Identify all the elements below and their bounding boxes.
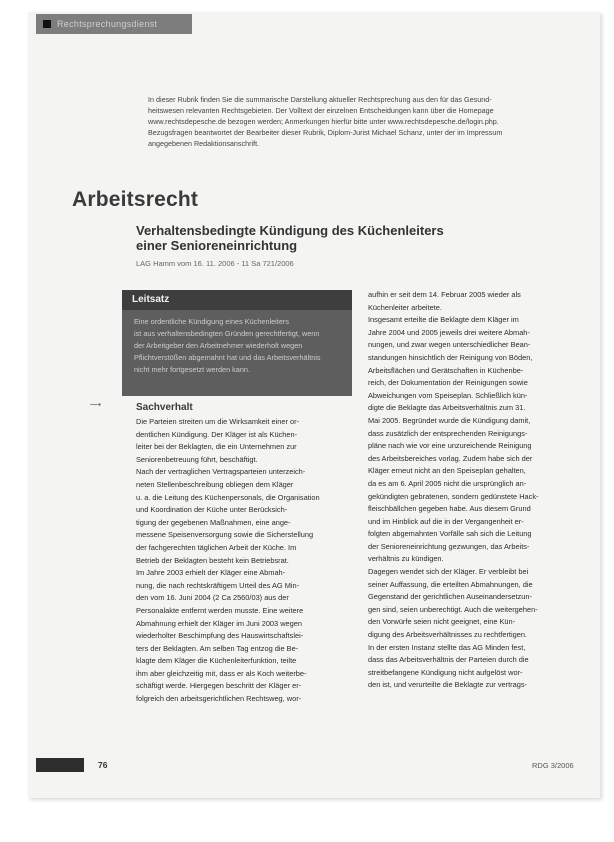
text-line: des Arbeitsbereiches vorlag. Zudem habe sich der: [368, 453, 533, 463]
left-column-text: [136, 416, 354, 706]
text-line: ihm aber gleichzeitig mit, dass er als Koch weiterbe-: [136, 668, 307, 678]
text-line: In der ersten Instanz stellte das AG Minden fest,: [368, 642, 526, 652]
text-line: streitbefangene Kündigung nicht aufgelöst wor-: [368, 667, 523, 677]
right-column: [368, 289, 584, 692]
text-line: den vom 16. Juni 2004 (2 Ca 2560/03) aus der: [136, 593, 289, 603]
text-line: Gegenstand der gerichtlichen Auseinandersetzun-: [368, 592, 532, 602]
text-line: tigung der gegebenen Maßnahmen, eine ange-: [136, 517, 291, 527]
intro-line: www.rechtsdepesche.de bezogen werden; Anmerkungen hierfür bitte unter www.rechtsdepesche.de/login.php.: [148, 117, 499, 126]
right-column-text: [368, 289, 584, 692]
article-title: [136, 223, 576, 253]
text-line: Personalakte entfernt werden musste. Eine weitere: [136, 605, 304, 615]
sachverhalt-heading: Sachverhalt: [136, 402, 193, 413]
text-line: Im Jahre 2003 erhielt der Kläger eine Abmah-: [136, 568, 286, 578]
left-column: [136, 402, 354, 706]
text-line: standungen hinsichtlich der Reinigung von Böden,: [368, 352, 533, 362]
text-line: Dagegen wendet sich der Kläger. Er verbleibt bei: [368, 567, 529, 577]
margin-mark-icon: ⁓▪: [90, 400, 101, 409]
leitsatz-line: nicht mehr fortgesetzt werden kann.: [134, 365, 250, 374]
intro-paragraph: [148, 94, 580, 149]
leitsatz-line: ist aus verhaltensbedingten Gründen gerechtfertigt, wenn: [134, 329, 320, 338]
leitsatz-line: der Arbeitgeber den Arbeitnehmer wiederholt wegen: [134, 341, 303, 350]
text-line: Abmahnung erhielt der Kläger im Juni 2003 wegen: [136, 618, 302, 628]
text-line: folgreich den arbeitsgerichtlichen Rechtsweg, wor-: [136, 694, 302, 704]
text-line: nung, die nach rechtskräftigem Urteil des AG Min-: [136, 580, 300, 590]
text-line: klagte dem Kläger die Küchenleiterfunktion, teilte: [136, 656, 297, 666]
leitsatz-line: Pflichtverstößen abgemahnt hat und das Arbeitsverhältnis: [134, 353, 321, 362]
text-line: der Senioreneinrichtung gezwungen, das Arbeits-: [368, 541, 530, 551]
leitsatz-text: [134, 316, 344, 376]
footer-bar: [36, 758, 84, 772]
text-line: Seniorenbetreuung führt, beschäftigt.: [136, 454, 258, 464]
page-number: 76: [98, 760, 108, 770]
square-bullet-icon: [43, 20, 51, 28]
text-line: ters der Beklagten. Am selben Tag entzog die Be-: [136, 643, 299, 653]
intro-line: Bezugsfragen beantwortet der Bearbeiter dieser Rubrik, Diplom-Jurist Michael Schanz, unter der im Impressum: [148, 128, 503, 137]
text-line: Nach der vertraglichen Vertragsparteien unterzeich-: [136, 467, 306, 477]
text-line: den ist, und verurteilte die Beklagte zur vertrags-: [368, 680, 527, 690]
text-line: wiederholter Beschimpfung des Hauswirtschaftslei-: [136, 631, 304, 641]
text-line: und im Hinblick auf die in der Vergangenheit er-: [368, 516, 524, 526]
text-line: Arbeitsflächen und Gerätschaften in Küchenbe-: [368, 365, 524, 375]
text-line: Küchenleiter arbeitete.: [368, 302, 442, 312]
text-line: Die Parteien streiten um die Wirksamkeit einer or-: [136, 417, 300, 426]
text-line: aufhin er seit dem 14. Februar 2005 wieder als: [368, 290, 521, 299]
text-line: digte die Beklagte das Arbeitsverhältnis zum 31.: [368, 403, 526, 413]
text-line: reich, der Dokumentation der Reinigungen sowie: [368, 378, 528, 388]
text-line: und Koordination der Küche unter Berücksich-: [136, 505, 288, 515]
intro-line: angegebenen Redaktionsanschrift.: [148, 139, 260, 148]
text-line: Mai 2005. Begründet wurde die Kündigung damit,: [368, 415, 531, 425]
text-line: folgten abgemahnten Vorfälle sah sich die Leitung: [368, 529, 532, 539]
text-line: u. a. die Leitung des Küchenpersonals, die Organisation: [136, 492, 320, 502]
text-line: da es am 6. April 2005 nicht die ursprünglich an-: [368, 478, 527, 488]
leitsatz-line: Eine ordentliche Kündigung eines Küchenleiters: [134, 317, 289, 326]
court-reference: LAG Hamm vom 16. 11. 2006 - 11 Sa 721/2006: [136, 259, 294, 268]
text-line: dentlichen Kündigung. Der Kläger ist als Küchen-: [136, 429, 298, 439]
intro-line: In dieser Rubrik finden Sie die summarische Darstellung aktueller Rechtsprechung aus den für das Gesund-: [148, 95, 492, 104]
text-line: Kläger erneut nicht an den Speiseplan gehalten,: [368, 466, 526, 476]
text-line: neten Stellenbeschreibung obliegen dem Kläger: [136, 479, 294, 489]
text-line: nungen, und zwar wegen unterschiedlicher Bean-: [368, 340, 531, 350]
text-line: seiner Auffassung, die erteilten Abmahnungen, die: [368, 579, 533, 589]
text-line: gen sind, seien unberechtigt. Auch die weitergehen-: [368, 604, 538, 614]
text-line: fleischbällchen gegeben habe. Aus diesem Grund: [368, 504, 531, 514]
text-line: den Vorwürfe seien nicht geeignet, eine Kün-: [368, 617, 516, 627]
text-line: messene Speisenversorgung sowie die Sicherstellung: [136, 530, 314, 540]
article-title-line: Verhaltensbedingte Kündigung des Küchenleiters: [136, 223, 444, 238]
text-line: Abweichungen vom Speiseplan. Schließlich kün-: [368, 390, 528, 400]
text-line: Jahre 2004 und 2005 jeweils drei weitere Abmah-: [368, 327, 530, 337]
section-title: Arbeitsrecht: [72, 188, 199, 211]
text-line: dass das Arbeitsverhältnis der Parteien durch die: [368, 655, 529, 665]
text-line: dass zusätzlich der entsprechenden Reinigungs-: [368, 428, 528, 438]
leitsatz-header: [122, 290, 352, 310]
rubric-label: Rechtsprechungsdienst: [57, 19, 158, 29]
text-line: schäftigt werde. Hiergegen beschritt der Kläger er-: [136, 681, 302, 691]
text-line: pläne nach wie vor eine unzureichende Reinigung: [368, 441, 532, 451]
leitsatz-box: [122, 290, 352, 396]
text-line: verhältnis zu kündigen.: [368, 554, 444, 564]
article-title-line: einer Senioreneinrichtung: [136, 238, 298, 253]
text-line: Insgesamt erteilte die Beklagte dem Kläger im: [368, 315, 519, 325]
leitsatz-heading: Leitsatz: [132, 294, 170, 305]
text-line: leiter bei der Beklagten, die ein Unternehmen zur: [136, 442, 297, 452]
intro-line: heitswesen relevanten Rechtsgebieten. Der Volltext der einzelnen Entscheidungen kann über die Homepage: [148, 106, 494, 115]
text-line: der fachgerechten täglichen Arbeit der Küche. Im: [136, 542, 297, 552]
rubric-header: [36, 14, 192, 34]
text-line: digung des Arbeitsverhältnisses zu rechtfertigen.: [368, 630, 527, 640]
text-line: Betrieb der Beklagten besteht kein Betriebsrat.: [136, 555, 289, 565]
issue-label: RDG 3/2006: [532, 761, 574, 770]
text-line: gekündigten gebratenen, sondern gedünstete Hack-: [368, 491, 539, 501]
